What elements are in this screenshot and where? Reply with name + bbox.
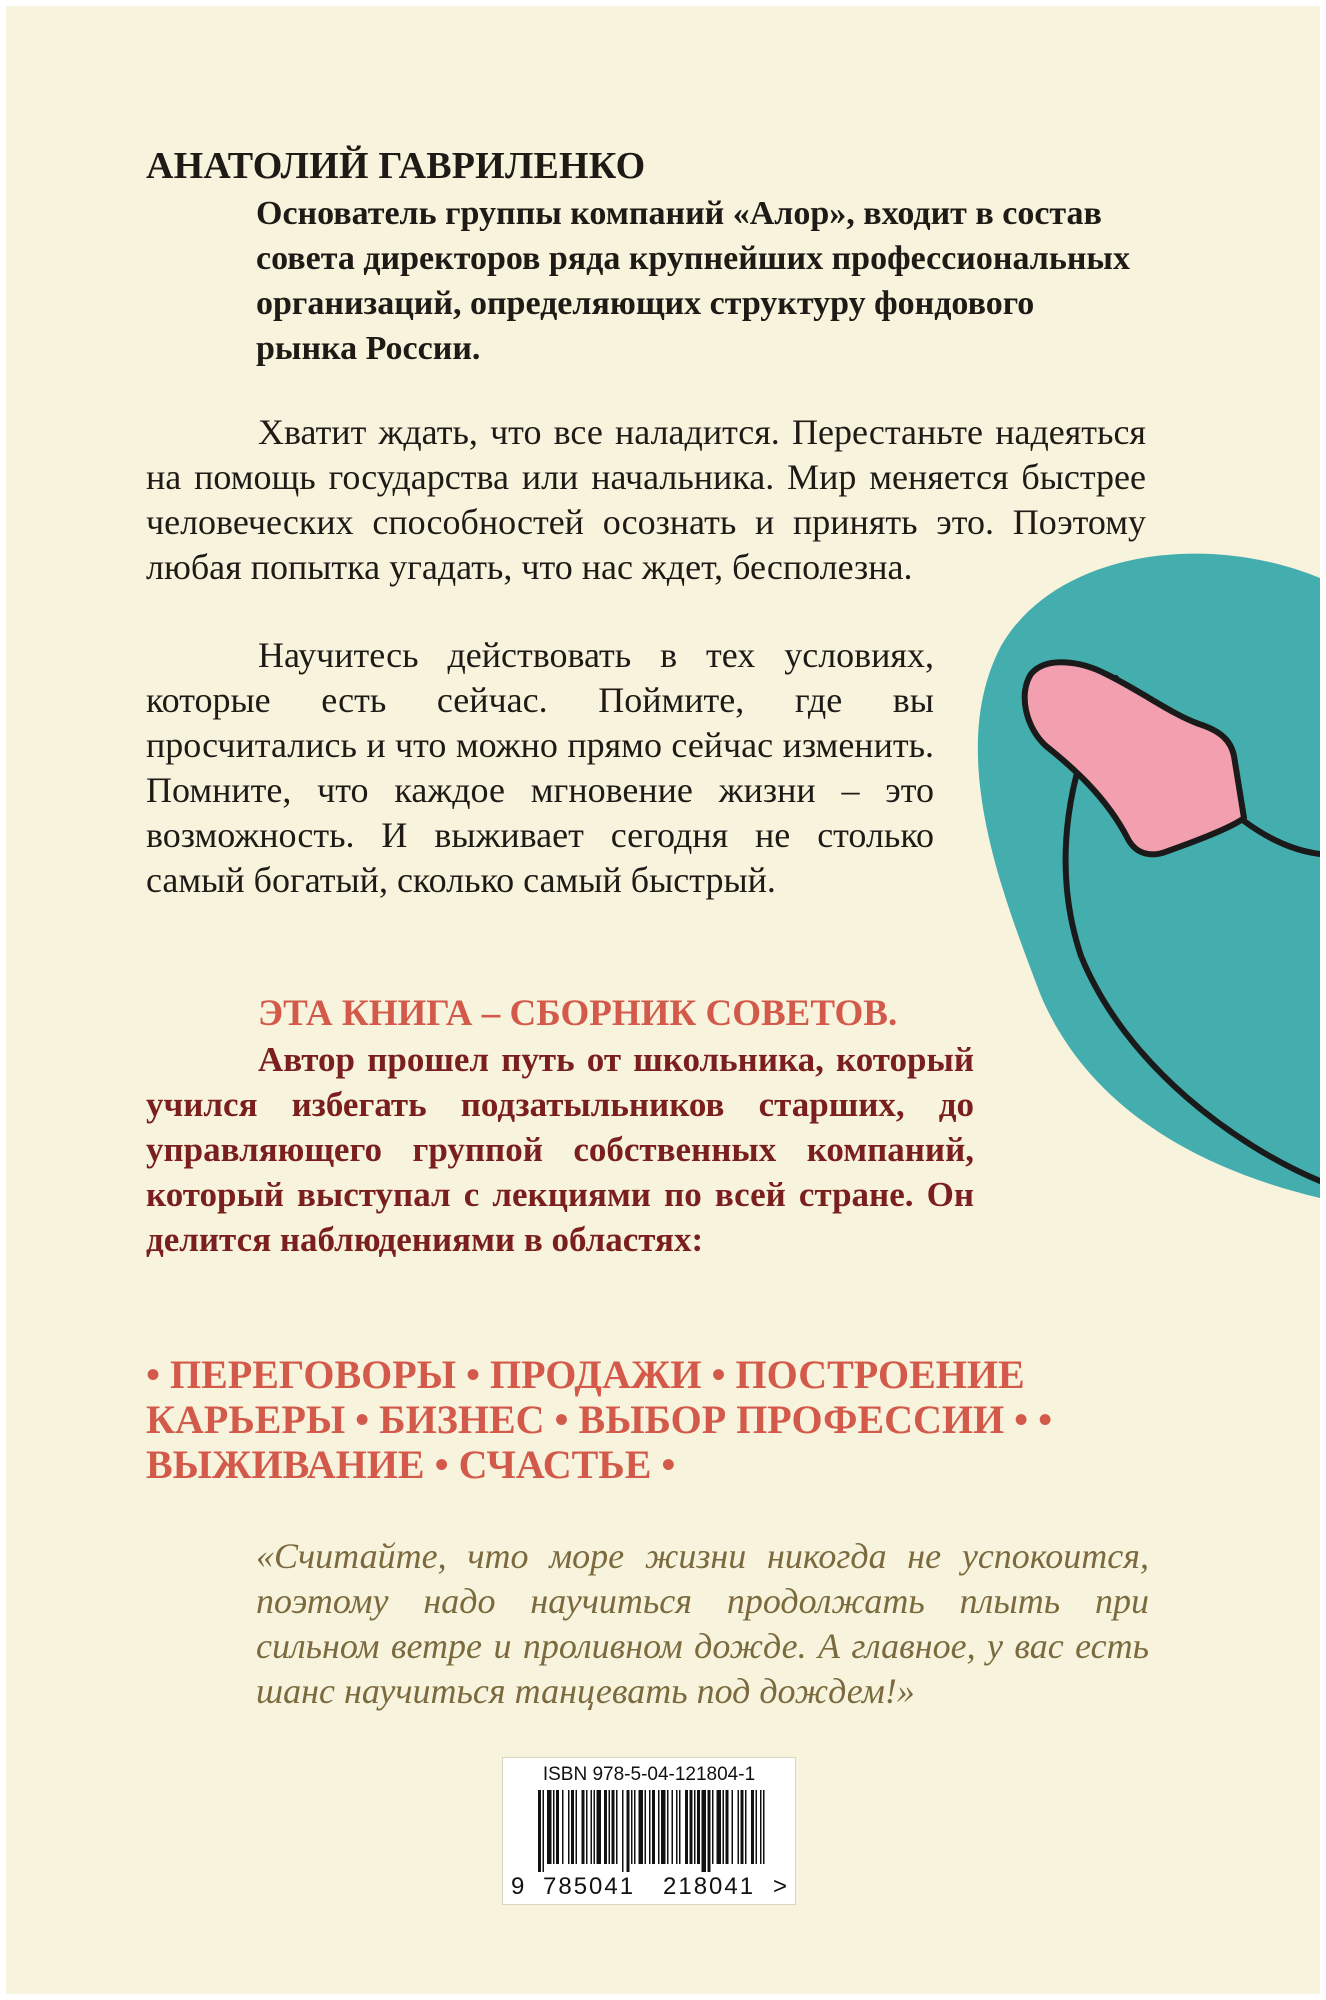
- barcode-bar: [741, 1790, 744, 1864]
- book-about: Автор прошел путь от школьника, который учился избегать подзатыльников старших, до управляющего группой собственных компаний, который выступал с лекциями по всей стране. Он делится наблюдениями в областях:: [146, 1040, 974, 1259]
- topics-list: • ПЕРЕГОВОРЫ • ПРОДАЖИ • ПОСТРОЕНИЕ КАРЬЕРЫ • БИЗНЕС • ВЫБОР ПРОФЕССИИ • • ВЫЖИВАНИЕ • СЧАСТЬЕ •: [146, 1352, 1053, 1487]
- barcode-bar: [756, 1790, 758, 1864]
- barcode-bar: [658, 1790, 660, 1864]
- barcode-bar: [652, 1790, 655, 1864]
- barcode-bar: [562, 1790, 564, 1864]
- barcode-bar: [622, 1790, 624, 1872]
- barcode-bar: [649, 1790, 651, 1864]
- barcode-bar: [594, 1790, 596, 1864]
- barcode-bar: [661, 1790, 666, 1864]
- barcode-bar: [679, 1790, 681, 1864]
- barcode-bar: [538, 1790, 541, 1872]
- book-headline: ЭТА КНИГА – СБОРНИК СОВЕТОВ.: [258, 993, 898, 1034]
- barcode-bar: [672, 1790, 674, 1864]
- barcode-bar: [726, 1790, 729, 1864]
- barcode-bar: [717, 1790, 722, 1864]
- barcode-bar: [631, 1790, 633, 1864]
- barcode-bar: [556, 1790, 559, 1864]
- barcode-bar: [690, 1790, 693, 1864]
- isbn-barcode: [502, 1757, 796, 1905]
- barcode-digit-first: 9: [511, 1873, 525, 1900]
- barcode-arrow: >: [773, 1873, 788, 1900]
- barcode-bar: [591, 1790, 593, 1864]
- barcode-bar: [676, 1790, 678, 1864]
- barcode-bar: [732, 1790, 734, 1864]
- book-back-cover: [6, 6, 1320, 1994]
- barcode-bar: [763, 1790, 765, 1864]
- barcode-bar: [604, 1790, 607, 1864]
- barcode-bar: [586, 1790, 588, 1864]
- teal-blob-shape: [978, 554, 1320, 1198]
- barcode-bar: [582, 1790, 585, 1864]
- barcode-digits-left: 785041: [543, 1873, 636, 1900]
- barcode-bar: [543, 1790, 545, 1872]
- barcode-bar: [639, 1790, 644, 1864]
- barcode-bar: [694, 1790, 696, 1864]
- barcode-bar: [609, 1790, 611, 1864]
- barcode-bar: [645, 1790, 647, 1864]
- author-bio: Основатель группы компаний «Алор», входит в состав совета директоров ряда крупнейших профессиональных организаций, определяющих структуру фондового рынка России.: [256, 195, 1130, 367]
- barcode-bar: [553, 1790, 555, 1864]
- barcode-bar: [702, 1790, 707, 1872]
- barcode-bar: [745, 1790, 747, 1864]
- barcode-bar: [568, 1790, 570, 1864]
- barcode-bar: [627, 1790, 630, 1872]
- barcode-bar: [697, 1790, 700, 1864]
- barcode-bar: [712, 1790, 714, 1864]
- barcode-bar: [612, 1790, 615, 1864]
- barcode-bar: [597, 1790, 602, 1864]
- barcode-bar: [760, 1790, 762, 1864]
- barcode-digits-right: 218041: [663, 1873, 756, 1900]
- barcode-bar: [634, 1790, 636, 1864]
- barcode-bar: [576, 1790, 578, 1864]
- barcode-bar: [616, 1790, 618, 1864]
- barcode-bar: [708, 1790, 711, 1872]
- author-name: АНАТОЛИЙ ГАВРИЛЕНКО: [146, 145, 646, 187]
- barcode-bar: [571, 1790, 574, 1864]
- barcode-bar: [723, 1790, 725, 1864]
- barcode-bar: [751, 1790, 754, 1864]
- barcode-bar: [685, 1790, 688, 1864]
- body-paragraph-2: Научитесь действовать в тех условиях, которые есть сейчас. Поймите, где вы просчитались и что можно прямо сейчас изменить. Помните, что каждое мгновение жизни – это возможность. И выживает сегодня не столько самый богатый, сколько самый быстрый.: [146, 635, 934, 900]
- isbn-label: ISBN 978-5-04-121804-1: [542, 1764, 756, 1785]
- barcode-bar: [738, 1790, 740, 1864]
- barcode-bar: [667, 1790, 669, 1864]
- body-paragraph-1: Хватит ждать, что все наладится. Перестаньте надеяться на помощь государства или начальника. Мир меняется быстрее человеческих способностей осознать и принять это. Поэтому любая попытка угадать, что нас ждет, бесполезна.: [146, 412, 1146, 587]
- author-quote: «Считайте, что море жизни никогда не успокоится, поэтому надо научиться продолжать плыть при сильном ветре и проливном дожде. А главное, у вас есть шанс научиться танцевать под дождем!»: [256, 1536, 1149, 1711]
- barcode-bar: [547, 1790, 552, 1864]
- barcode-bars: [538, 1790, 768, 1872]
